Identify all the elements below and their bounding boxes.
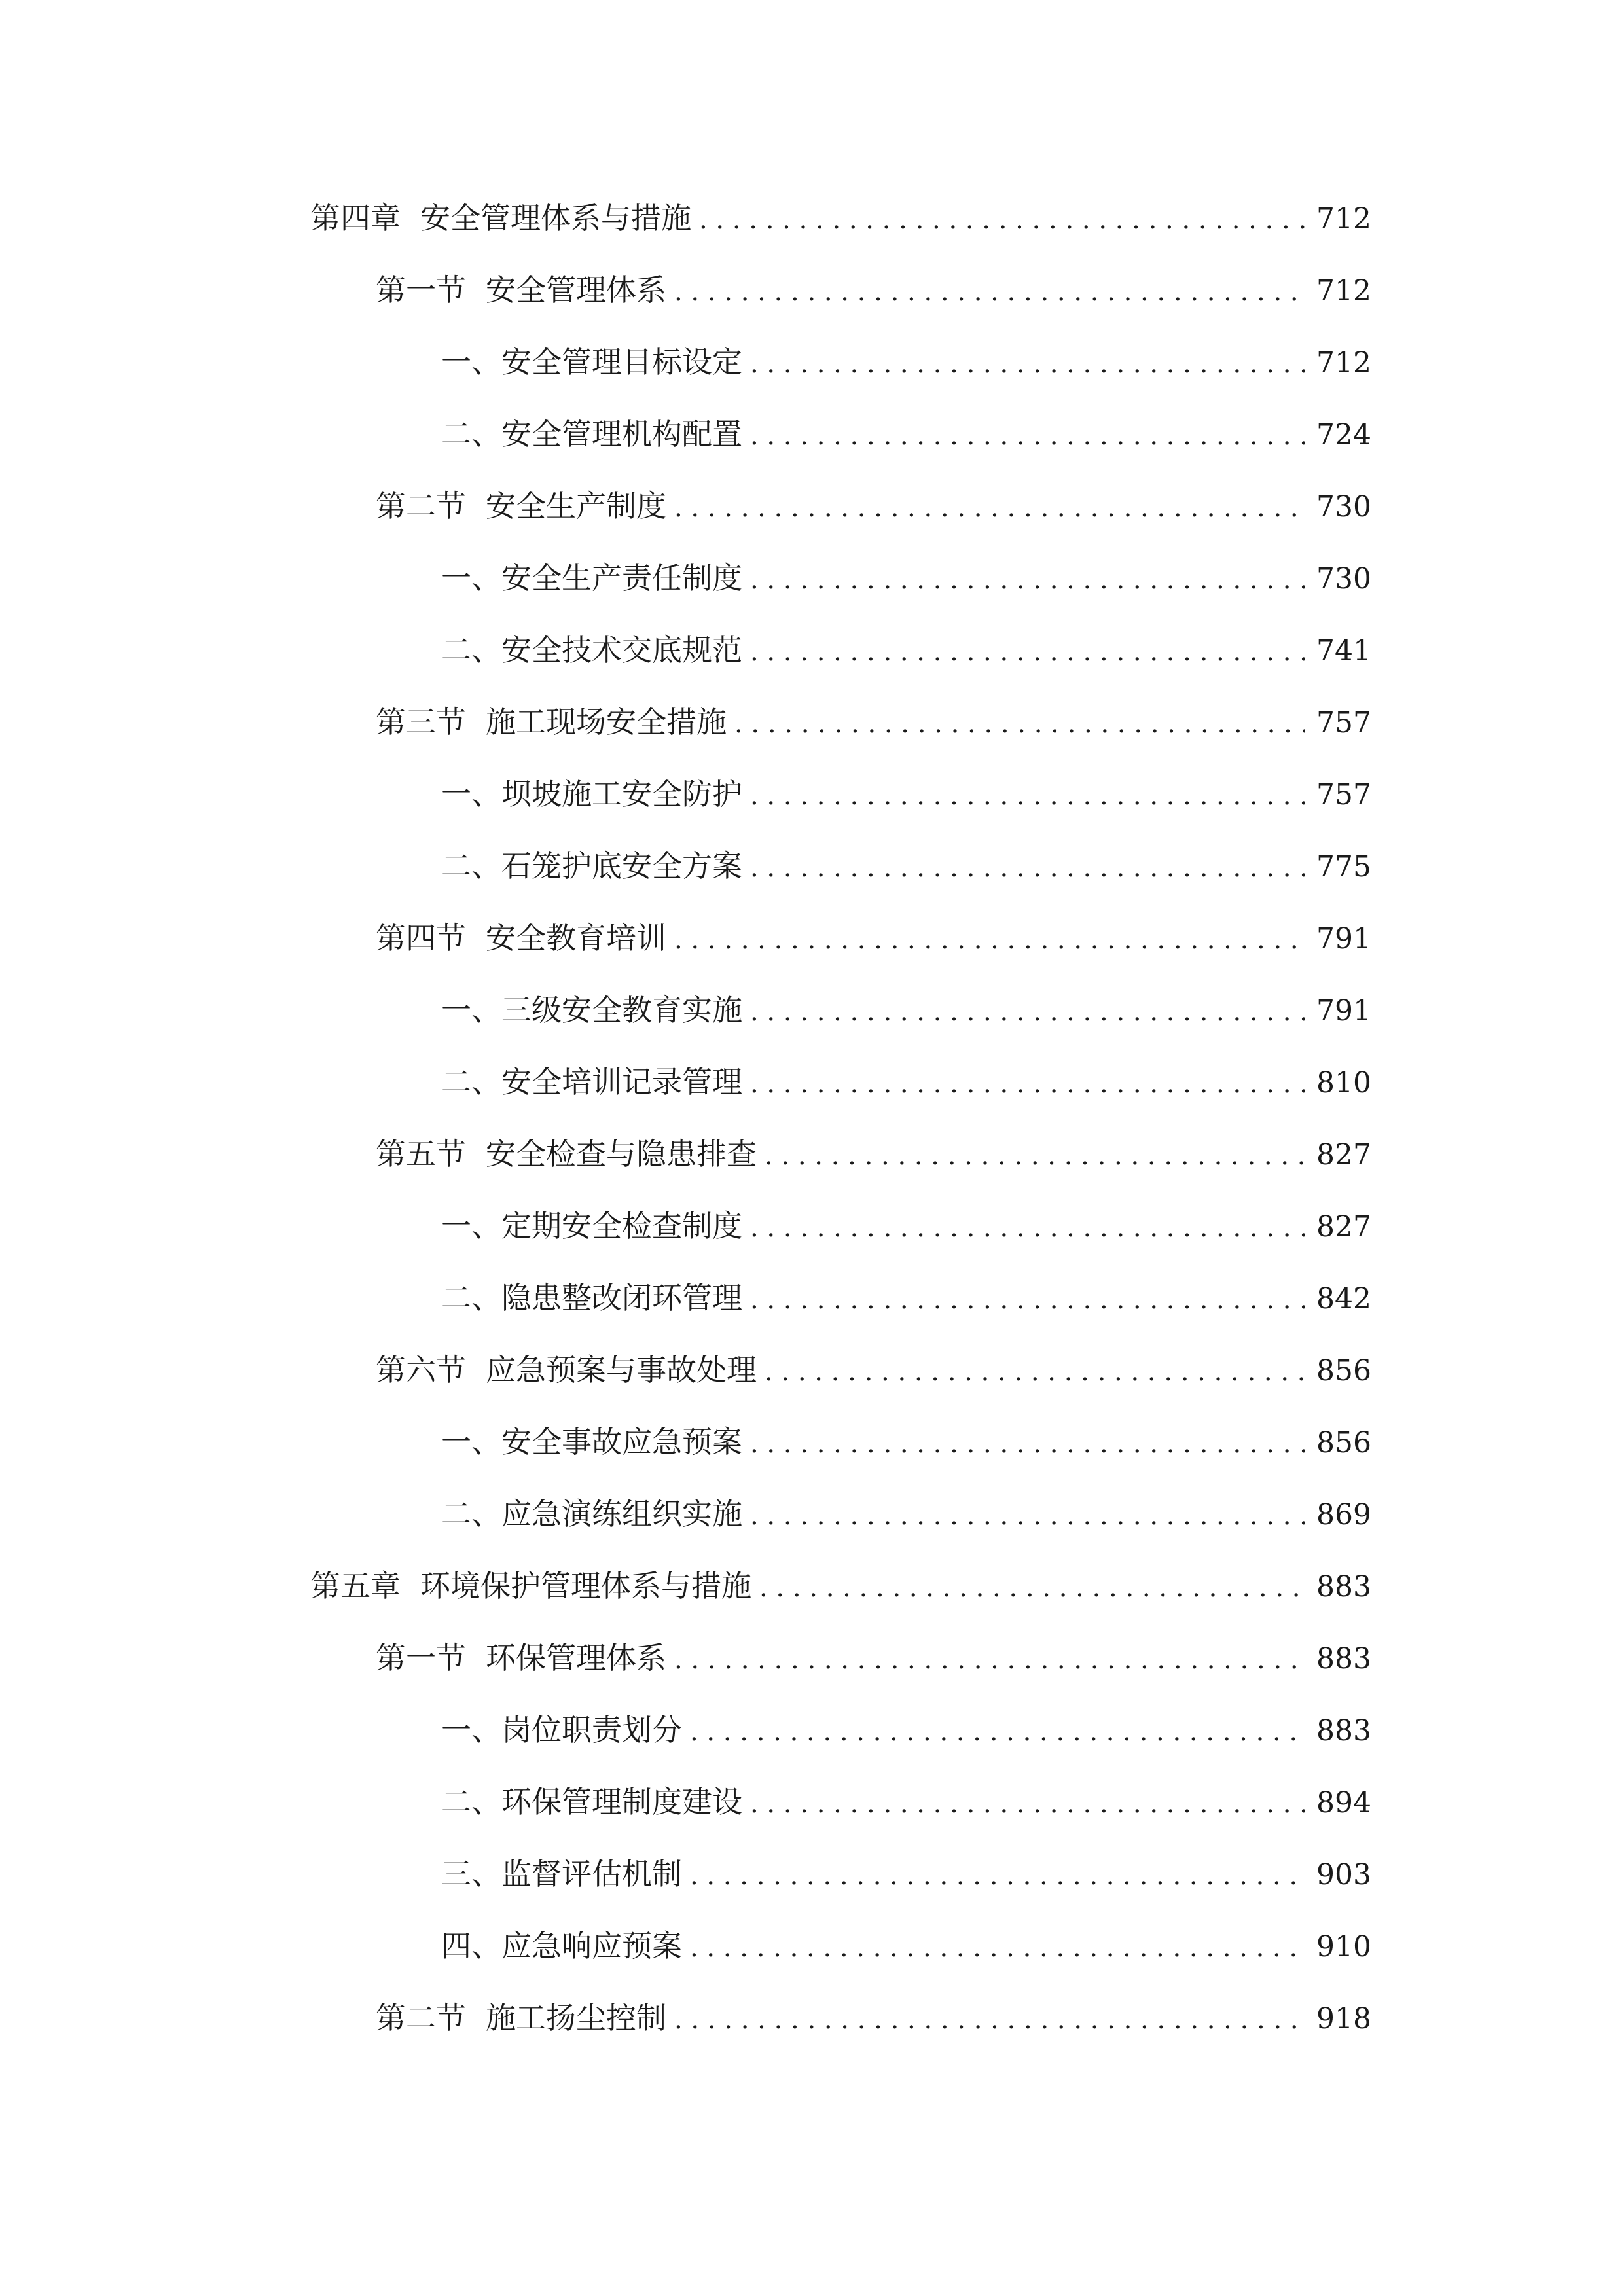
entry-number: 第一节: [376, 272, 466, 308]
entry-page-number: 842: [1316, 1282, 1371, 1316]
entry-title: 应急预案与事故处理: [486, 1352, 757, 1388]
entry-title: 施工现场安全措施: [486, 704, 727, 740]
toc-section-entry[interactable]: [376, 1635, 1369, 1681]
toc-subsection-entry[interactable]: [441, 1779, 1369, 1825]
entry-title: 安全管理体系: [486, 272, 666, 308]
entry-number: 一、: [441, 776, 501, 812]
dot-leader: [690, 1709, 1305, 1755]
entry-page-number: 894: [1316, 1786, 1371, 1820]
entry-number: 一、: [441, 344, 501, 380]
toc-subsection-entry[interactable]: [441, 627, 1369, 673]
entry-title: 安全管理体系与措施: [420, 200, 691, 236]
dot-leader: [674, 1997, 1305, 2043]
entry-title: 安全管理目标设定: [501, 344, 742, 380]
entry-title: 岗位职责划分: [501, 1712, 682, 1748]
dot-leader: [690, 1853, 1305, 1899]
entry-number: 第四章: [310, 200, 401, 236]
toc-section-entry[interactable]: [376, 915, 1369, 961]
entry-number: 第二节: [376, 2000, 466, 2036]
toc-subsection-entry[interactable]: [441, 1491, 1369, 1537]
entry-title: 安全检查与隐患排查: [486, 1136, 757, 1172]
entry-number: 一、: [441, 1712, 501, 1748]
toc-subsection-entry[interactable]: [441, 411, 1369, 457]
entry-title: 安全技术交底规范: [501, 632, 742, 668]
entry-page-number: 883: [1316, 1570, 1371, 1604]
entry-number: 一、: [441, 1208, 501, 1244]
entry-number: 二、: [441, 416, 501, 452]
toc-subsection-entry[interactable]: [441, 771, 1369, 817]
toc-subsection-entry[interactable]: [441, 1707, 1369, 1753]
entry-number: 二、: [441, 1280, 501, 1316]
entry-title: 应急演练组织实施: [501, 1496, 742, 1532]
entry-number: 第一节: [376, 1640, 466, 1676]
entry-title: 隐患整改闭环管理: [501, 1280, 742, 1316]
entry-page-number: 757: [1316, 706, 1371, 740]
dot-leader: [750, 1421, 1305, 1467]
dot-leader: [765, 1349, 1305, 1395]
dot-leader: [690, 1925, 1305, 1971]
entry-page-number: 712: [1316, 274, 1371, 308]
entry-page-number: 856: [1316, 1426, 1371, 1460]
toc-subsection-entry[interactable]: [441, 987, 1369, 1033]
entry-number: 第五章: [310, 1568, 401, 1604]
dot-leader: [750, 1277, 1305, 1323]
toc-chapter-entry[interactable]: [310, 1563, 1369, 1609]
entry-page-number: 910: [1316, 1930, 1371, 1964]
dot-leader: [750, 845, 1305, 891]
entry-title: 石笼护底安全方案: [501, 848, 742, 884]
dot-leader: [699, 197, 1305, 243]
toc-subsection-entry[interactable]: [441, 1203, 1369, 1249]
dot-leader: [750, 1061, 1305, 1107]
entry-page-number: 856: [1316, 1354, 1371, 1388]
entry-page-number: 775: [1316, 850, 1371, 884]
toc-section-entry[interactable]: [376, 267, 1369, 313]
entry-number: 四、: [441, 1928, 501, 1964]
toc-subsection-entry[interactable]: [441, 1419, 1369, 1465]
toc-section-entry[interactable]: [376, 1995, 1369, 2041]
entry-title: 安全教育培训: [486, 920, 666, 956]
toc-section-entry[interactable]: [376, 699, 1369, 745]
entry-title: 安全生产制度: [486, 488, 666, 524]
entry-number: 二、: [441, 848, 501, 884]
entry-page-number: 730: [1316, 490, 1371, 524]
dot-leader: [750, 1205, 1305, 1251]
entry-title: 安全事故应急预案: [501, 1424, 742, 1460]
entry-title: 监督评估机制: [501, 1856, 682, 1892]
entry-number: 一、: [441, 992, 501, 1028]
dot-leader: [750, 1781, 1305, 1827]
entry-page-number: 903: [1316, 1858, 1371, 1892]
entry-number: 二、: [441, 632, 501, 668]
entry-title: 安全生产责任制度: [501, 560, 742, 596]
entry-page-number: 712: [1316, 346, 1371, 380]
entry-number: 二、: [441, 1064, 501, 1100]
dot-leader: [765, 1133, 1305, 1179]
entry-page-number: 791: [1316, 994, 1371, 1028]
toc-subsection-entry[interactable]: [441, 1275, 1369, 1321]
dot-leader: [750, 557, 1305, 603]
entry-page-number: 712: [1316, 202, 1371, 236]
entry-page-number: 730: [1316, 562, 1371, 596]
entry-page-number: 827: [1316, 1210, 1371, 1244]
entry-title: 坝坡施工安全防护: [501, 776, 742, 812]
entry-title: 环境保护管理体系与措施: [420, 1568, 751, 1604]
dot-leader: [750, 413, 1305, 459]
entry-page-number: 827: [1316, 1138, 1371, 1172]
entry-page-number: 757: [1316, 778, 1371, 812]
entry-number: 第五节: [376, 1136, 466, 1172]
dot-leader: [750, 773, 1305, 819]
entry-title: 施工扬尘控制: [486, 2000, 666, 2036]
toc-subsection-entry[interactable]: [441, 843, 1369, 889]
toc-chapter-entry[interactable]: [310, 195, 1369, 241]
entry-page-number: 741: [1316, 634, 1371, 668]
dot-leader: [674, 269, 1305, 315]
toc-subsection-entry[interactable]: [441, 1923, 1369, 1969]
dot-leader: [750, 989, 1305, 1035]
entry-title: 三级安全教育实施: [501, 992, 742, 1028]
entry-number: 一、: [441, 1424, 501, 1460]
entry-title: 环保管理制度建设: [501, 1784, 742, 1820]
entry-title: 环保管理体系: [486, 1640, 666, 1676]
entry-number: 二、: [441, 1496, 501, 1532]
entry-page-number: 724: [1316, 418, 1371, 452]
entry-number: 一、: [441, 560, 501, 596]
toc-section-entry[interactable]: [376, 483, 1369, 529]
entry-page-number: 883: [1316, 1642, 1371, 1676]
entry-title: 安全管理机构配置: [501, 416, 742, 452]
entry-page-number: 791: [1316, 922, 1371, 956]
entry-number: 三、: [441, 1856, 501, 1892]
dot-leader: [750, 629, 1305, 675]
dot-leader: [734, 701, 1305, 747]
entry-page-number: 918: [1316, 2002, 1371, 2036]
toc-subsection-entry[interactable]: [441, 1059, 1369, 1105]
entry-title: 应急响应预案: [501, 1928, 682, 1964]
entry-number: 二、: [441, 1784, 501, 1820]
entry-number: 第四节: [376, 920, 466, 956]
toc-subsection-entry[interactable]: [441, 339, 1369, 385]
entry-page-number: 869: [1316, 1498, 1371, 1532]
dot-leader: [750, 1493, 1305, 1539]
dot-leader: [759, 1565, 1305, 1611]
entry-page-number: 883: [1316, 1714, 1371, 1748]
toc-section-entry[interactable]: [376, 1131, 1369, 1177]
entry-number: 第六节: [376, 1352, 466, 1388]
toc-section-entry[interactable]: [376, 1347, 1369, 1393]
entry-page-number: 810: [1316, 1066, 1371, 1100]
toc-subsection-entry[interactable]: [441, 1851, 1369, 1897]
dot-leader: [674, 917, 1305, 963]
dot-leader: [750, 341, 1305, 387]
entry-title: 安全培训记录管理: [501, 1064, 742, 1100]
entry-number: 第三节: [376, 704, 466, 740]
entry-title: 定期安全检查制度: [501, 1208, 742, 1244]
dot-leader: [674, 1637, 1305, 1683]
dot-leader: [674, 485, 1305, 531]
entry-number: 第二节: [376, 488, 466, 524]
toc-subsection-entry[interactable]: [441, 555, 1369, 601]
